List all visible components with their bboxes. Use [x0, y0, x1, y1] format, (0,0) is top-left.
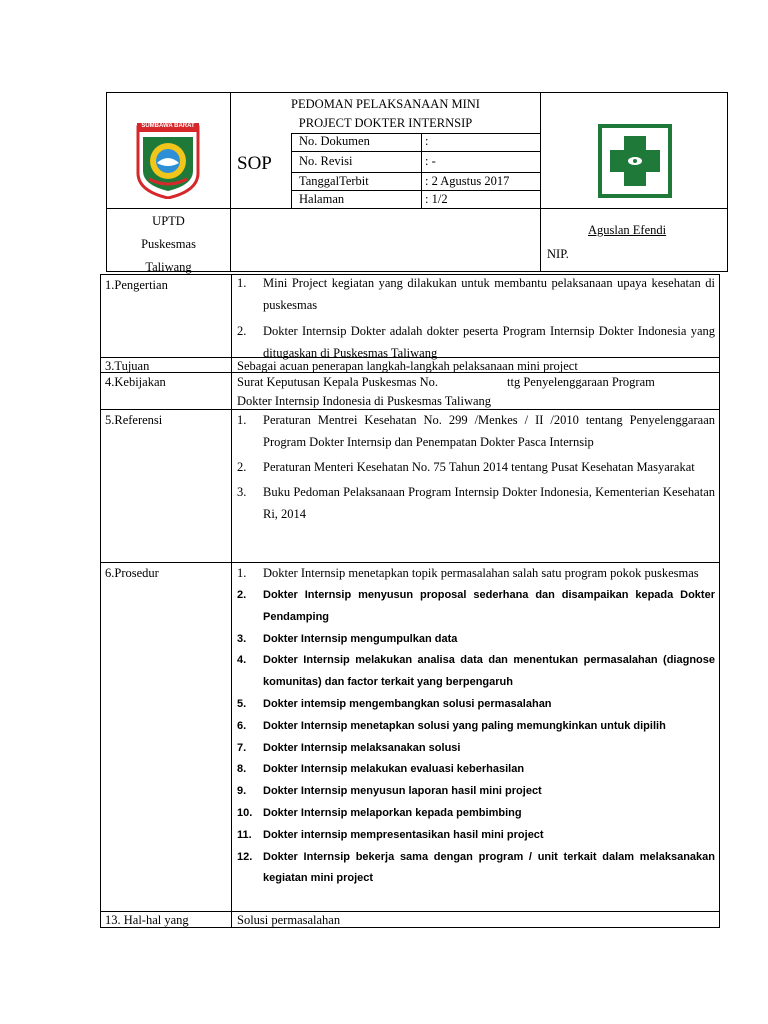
title-line: PROJECT DOKTER INTERNSIP — [298, 116, 473, 130]
list-item: 9. Dokter Internsip menyusun laporan hasil mini project — [237, 785, 542, 798]
list-item: 10. Dokter Internsip melaporkan kepada pembimbing — [237, 806, 522, 819]
pengertian-content — [237, 272, 715, 364]
header-divider — [107, 208, 727, 209]
tujuan-text: Sebagai acuan penerapan langkah-langkah pelaksanaan mini project — [237, 359, 578, 373]
section-label: 3.Tujuan — [105, 359, 150, 373]
organization-name — [107, 210, 230, 279]
field-grid-line — [291, 133, 292, 208]
field-grid-line — [291, 151, 540, 152]
puskesmas-logo — [598, 124, 672, 198]
list-item: 2. Peraturan Menteri Kesehatan No. 75 Tahun 2014 tentang Pusat Kesehatan Masyarakat — [237, 460, 695, 474]
list-item: 1. Mini Project kegiatan yang dilakukan untuk membantu pelaksanaan upaya kesehatan di puskesmas — [237, 276, 715, 312]
section-label: 5.Referensi — [105, 413, 163, 427]
field-label: No. Dokumen — [299, 134, 370, 148]
section-label: 4.Kebijakan — [105, 375, 166, 389]
field-label: No. Revisi — [299, 154, 353, 168]
org-line: UPTD — [152, 214, 185, 228]
section-label: 6.Prosedur — [105, 566, 159, 580]
prosedur-content — [237, 562, 715, 890]
list-item: 6. Dokter Internsip menetapkan solusi yang paling memungkinkan untuk dipilih — [237, 719, 666, 732]
list-item: 2. Dokter Internsip Dokter adalah dokter peserta Program Internsip Dokter Indonesia yang ditugaskan di Puskesmas Taliwang — [237, 324, 715, 360]
field-value: : — [425, 134, 429, 148]
document-title — [231, 95, 540, 133]
section-label: 13. Hal-hal yang — [105, 913, 189, 927]
row-divider — [101, 372, 719, 373]
header-divider — [540, 93, 541, 271]
field-label: Halaman — [299, 192, 345, 206]
list-item: 1. Peraturan Mentrei Kesehatan No. 299 /Menkes / II /2010 tentang Penyelenggaraan Program Dokter Internsip dan Penempatan Dokter Pasca Internsip — [237, 413, 715, 449]
field-value: : 1/2 — [425, 192, 448, 206]
kebijakan-line: ttg Penyelenggaraan Program — [507, 375, 655, 389]
signer-name: Aguslan Efendi — [588, 223, 667, 237]
header-table — [106, 92, 728, 272]
sop-label: SOP — [237, 153, 272, 174]
list-item: 11. Dokter internsip mempresentasikan hasil mini project — [237, 828, 544, 841]
kebijakan-line: Surat Keputusan Kepala Puskesmas No. — [237, 375, 439, 389]
list-item: 4. Dokter Internsip melakukan analisa data dan menentukan permasalahan (diagnose komunitas) dan factor terkait yang berpengaruh — [237, 654, 715, 689]
list-item: 12. Dokter Internsip bekerja sama dengan program / unit terkait dalam melaksanakan kegiatan mini project — [237, 850, 715, 885]
field-value: : 2 Agustus 2017 — [425, 174, 510, 188]
list-item: 3. Buku Pedoman Pelaksanaan Program Internsip Dokter Indonesia, Kementerian Kesehatan Ri, 2014 — [237, 485, 715, 521]
field-grid-line — [421, 133, 422, 208]
section-label: 1.Pengertian — [105, 278, 168, 292]
hal-text: Solusi permasalahan — [237, 913, 341, 927]
list-item: 7. Dokter Internsip melaksanakan solusi — [237, 741, 461, 754]
list-item: 8. Dokter Internsip melakukan evaluasi keberhasilan — [237, 763, 525, 776]
list-item: 3. Dokter Internsip mengumpulkan data — [237, 632, 458, 645]
field-value: : - — [425, 154, 436, 168]
signer-nip: NIP. — [547, 247, 569, 261]
procedure-table — [100, 274, 720, 928]
list-item: 2. Dokter Internsip menyusun proposal sederhana dan disampaikan kepada Dokter Pendamping — [237, 589, 715, 623]
logo-banner-text: SUMBAWA BARAT — [141, 123, 195, 129]
list-item: 5. Dokter intemsip mengembangkan solusi permasalahan — [237, 697, 552, 710]
row-divider — [101, 911, 719, 912]
list-item: 1. Dokter Internsip menetapkan topik permasalahan salah satu program pokok puskesmas — [237, 566, 699, 580]
org-line: Puskesmas — [141, 237, 196, 251]
regency-logo — [135, 121, 201, 199]
title-line: PEDOMAN PELAKSANAAN MINI — [291, 97, 480, 111]
field-label: TanggalTerbit — [299, 174, 369, 188]
referensi-content — [237, 409, 715, 525]
org-line: Taliwang — [145, 260, 192, 274]
kebijakan-line: Dokter Internsip Indonesia di Puskesmas Taliwang — [237, 394, 492, 408]
